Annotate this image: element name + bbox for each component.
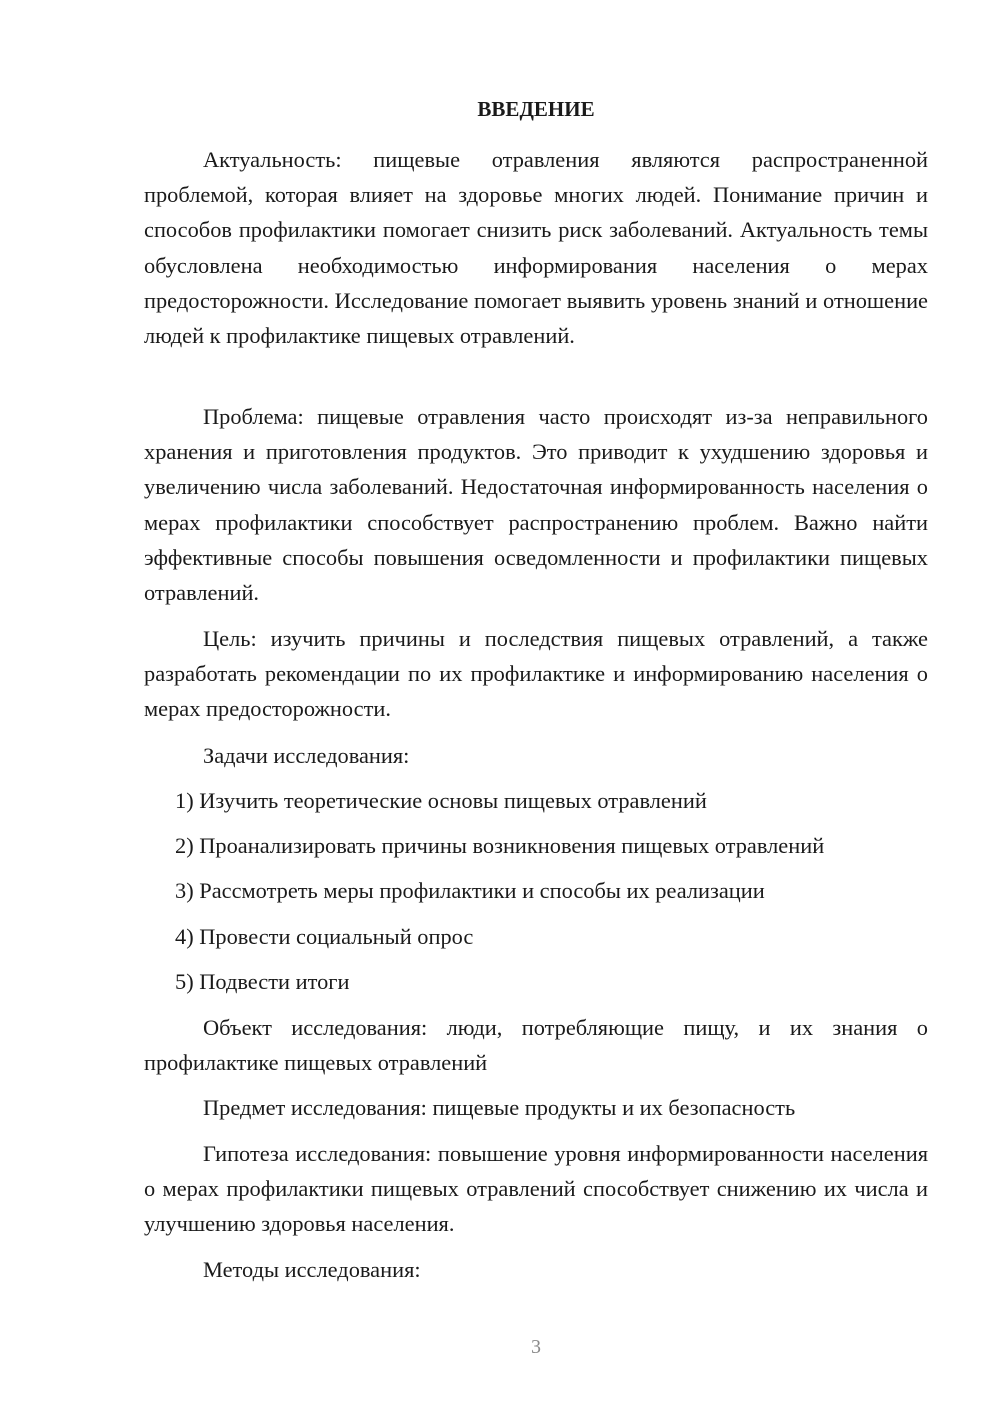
paragraph-object: Объект исследования: люди, потребляющие пищу, и их знания о профилактике пищевых отравлений: [144, 1015, 928, 1076]
task-item-2: 2) Проанализировать причины возникновения пищевых отравлений: [175, 833, 825, 858]
paragraph-goal: Цель: изучить причины и последствия пищевых отравлений, а также разработать рекомендации по их профилактике и информированию населения о мерах предосторожности.: [144, 626, 928, 722]
paragraph-problem: Проблема: пищевые отравления часто происходят из-за неправильного хранения и приготовления продуктов. Это приводит к ухудшению здоровья и увеличению числа заболеваний. Недостаточная информированность населения о мерах профилактики способствует распространению проблем. Важно найти эффективные способы повышения осведомленности и профилактики пищевых отравлений.: [144, 404, 928, 606]
tasks-heading: Задачи исследования:: [203, 743, 410, 768]
page-title: ВВЕДЕНИЕ: [477, 97, 595, 121]
task-item-5: 5) Подвести итоги: [175, 969, 350, 994]
paragraph-subject: Предмет исследования: пищевые продукты и их безопасность: [203, 1095, 796, 1120]
paragraph-hypothesis: Гипотеза исследования: повышение уровня информированности населения о мерах профилактики пищевых отравлений способствует снижению их числа и улучшению здоровья населения.: [144, 1141, 928, 1237]
task-item-1: 1) Изучить теоретические основы пищевых отравлений: [175, 788, 707, 813]
page-number: 3: [531, 1336, 541, 1358]
paragraph-relevance: Актуальность: пищевые отравления являются распространенной проблемой, которая влияет на здоровье многих людей. Понимание причин и способов профилактики помогает снизить риск заболеваний. Актуальность темы обусловлена необходимостью информирования населения о мерах предосторожности. Исследование помогает выявить уровень знаний и отношение людей к профилактике пищевых отравлений.: [144, 147, 928, 349]
task-item-4: 4) Провести социальный опрос: [175, 924, 474, 949]
methods-heading: Методы исследования:: [203, 1257, 421, 1282]
task-item-3: 3) Рассмотреть меры профилактики и способы их реализации: [175, 878, 765, 903]
